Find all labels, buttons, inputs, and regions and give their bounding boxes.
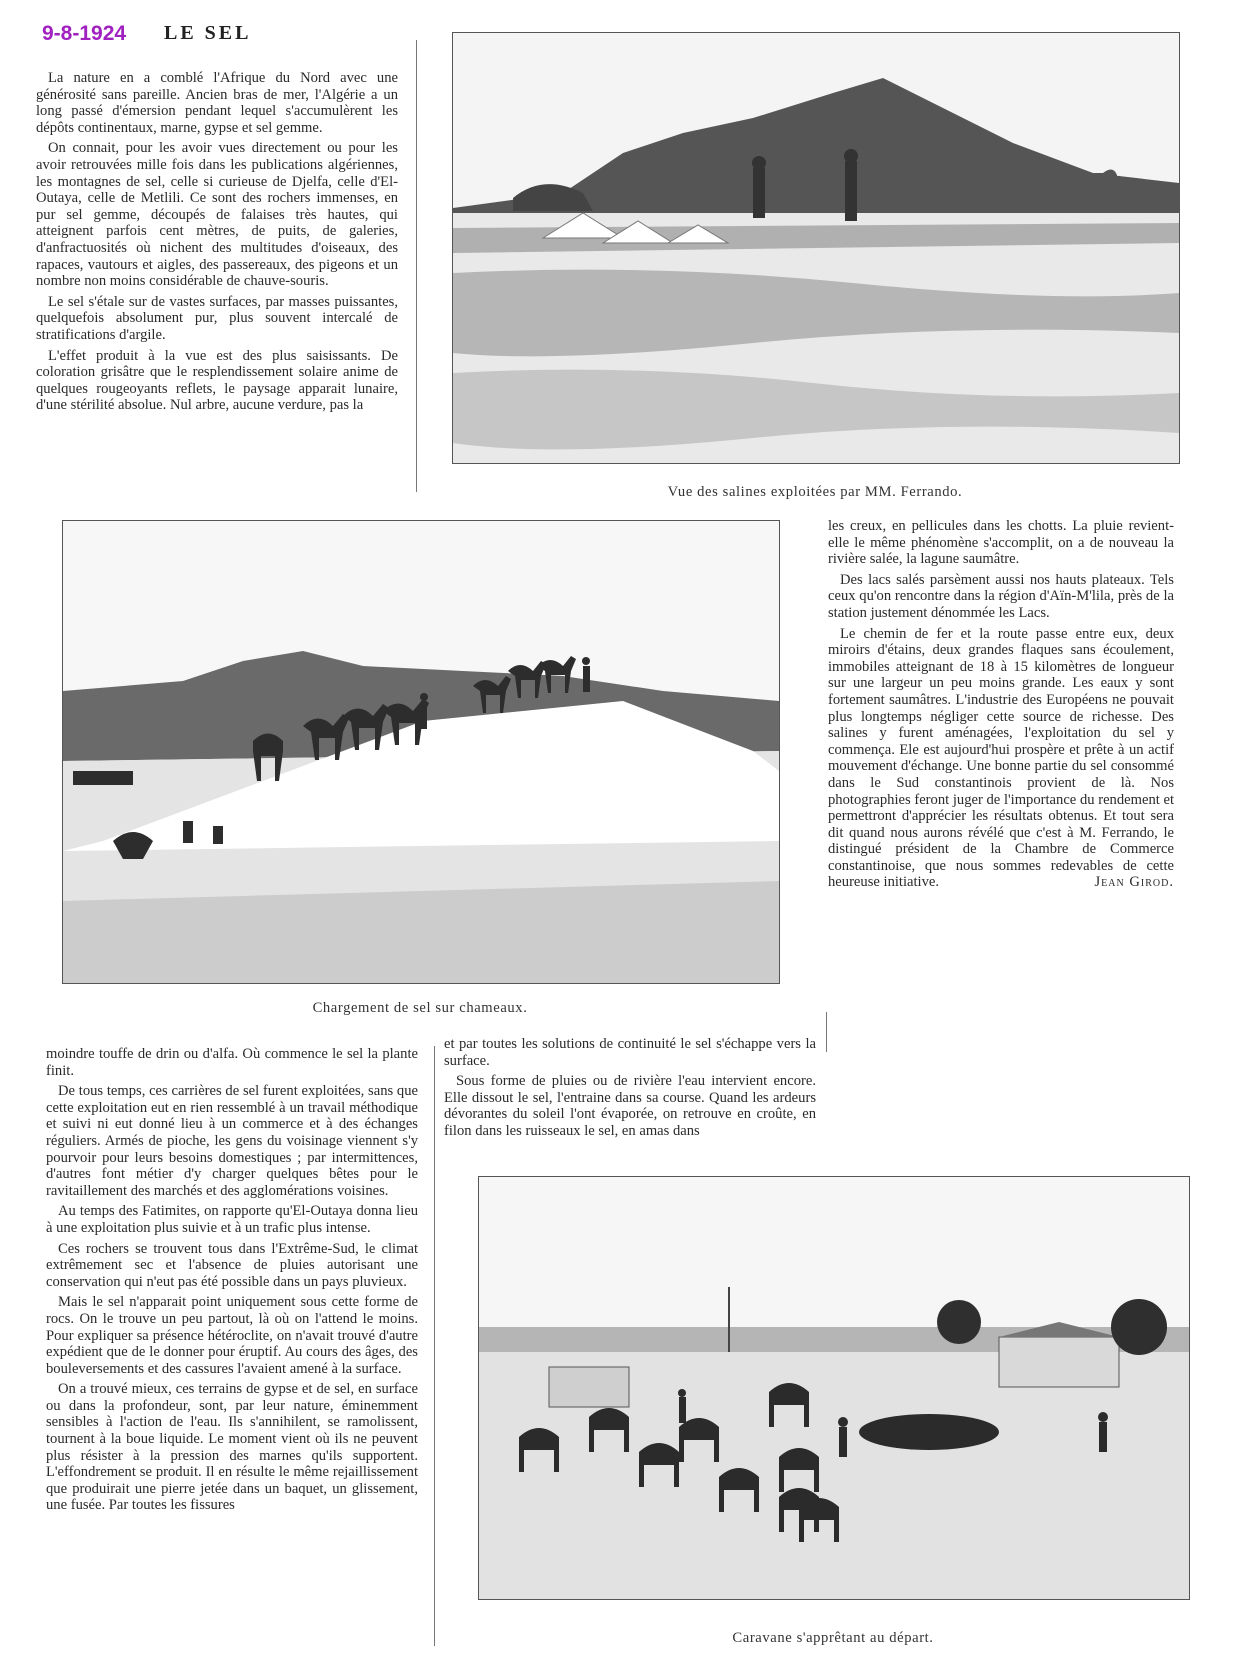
paragraph: Sous forme de pluies ou de rivière l'eau intervient encore. Elle dissout le sel, l'entraine dans sa course. Quand les ardeurs dévorantes du soleil l'ont évaporée, on retrouve en croûte, en filon dans les ruisseaux le sel, en amas dans — [444, 1073, 816, 1139]
paragraph: Mais le sel n'apparait point uniquement sous cette forme de rocs. On le trouve un peu partout, là où on l'attend le moins. Pour expliquer sa présence hétéroclite, on n'avait trouvé d'autre expédient que de le donner pour éruptif. Au cours des âges, des bouleversements et des cassures l'avaient amené à la surface. — [46, 1294, 418, 1377]
paragraph: De tous temps, ces carrières de sel furent exploitées, sans que cette exploitation eut en rien ressemblé à un travail méthodique et suivi ni eut donné lieu à un commerce et à des échanges réguliers. Armés de pioche, les gens du voisinage viennent s'y pourvoir pour leurs besoins domestiques ; par intermittences, d'autres font métier d'y charger quelques bêtes pour le ravitaillement des marchés et des agglomérations voisines. — [46, 1083, 418, 1199]
paragraph: Le sel s'étale sur de vastes surfaces, par masses puissantes, quelquefois absolument pur, plus souvent intercalé de stratifications d'argile. — [36, 293, 398, 343]
article-column-lower-left — [46, 1046, 418, 1518]
column-divider — [434, 1046, 435, 1646]
photo-caption-middle: Chargement de sel sur chameaux. — [312, 1000, 528, 1016]
paragraph: On connait, pour les avoir vues directement ou pour les avoir retrouvées mille fois dans les publications algériennes, les montagnes de sel, celle si curieuse de Djelfa, celle d'El-Outaya, celle de Metlili. Ce sont des rochers immenses, en pur sel gemme, découpés de falaises très hautes, qui atteignent parfois cent mètres, de puits, de galeries, d'anfractuosités où nichent des multitudes d'oiseaux, des rapaces, vautours et aigles, des passereaux, des pigeons et un nombre non moins considérable de chauve-souris. — [36, 140, 398, 290]
author-signature: Jean Girod. — [1094, 874, 1174, 891]
photo-caption-bottom: Caravane s'apprêtant au départ. — [732, 1630, 934, 1646]
paragraph: Des lacs salés parsèment aussi nos hauts plateaux. Tels ceux qu'on rencontre dans la région d'Aïn-M'lila, près de la station justement dénommée les Lacs. — [828, 571, 1174, 621]
paragraph: On a trouvé mieux, ces terrains de gypse et de sel, en surface ou dans la profondeur, sont, par leur nature, éminemment sensibles à l'action de l'eau. Ils s'annihilent, se ramolissent, tournent à la boue liquide. Le moment vient où ils ne peuvent plus résister à la pression des marnes qu'ils supportent. L'effondrement se produit. Il en résulte le même rejaillissement que produirait une pierre jetée dans un baquet, un glissement, une fusée. Par toutes les fissures — [46, 1381, 418, 1514]
article-title: LE SEL — [164, 22, 252, 44]
salines-photo — [452, 32, 1180, 464]
paragraph: Ces rochers se trouvent tous dans l'Extrême-Sud, le climat extrêmement sec et l'absence de pluies autorisant une conservation qui n'eut pas été possible dans un pays pluvieux. — [46, 1240, 418, 1290]
photo-caption-top: Vue des salines exploitées par MM. Ferrando. — [667, 484, 963, 500]
camels-loading-image — [63, 521, 779, 983]
paragraph: L'effet produit à la vue est des plus saisissants. De coloration grisâtre que le resplendissement solaire anime de quelques rougeoyants reflets, le paysage apparait lunaire, d'une stérilité absolue. Nul arbre, aucune verdure, pas la — [36, 347, 398, 414]
paragraph — [828, 626, 1174, 892]
publication-date: 9-8-1924 — [42, 22, 127, 45]
camels-loading-photo — [62, 520, 780, 984]
column-divider — [416, 40, 417, 492]
article-column-right — [828, 518, 1174, 895]
paragraph: et par toutes les solutions de continuité le sel s'échappe vers la surface. — [444, 1036, 816, 1069]
paragraph: moindre touffe de drin ou d'alfa. Où commence le sel la plante finit. — [46, 1046, 418, 1079]
column-divider — [826, 1012, 827, 1052]
article-column-1 — [36, 70, 398, 418]
caravan-photo — [478, 1176, 1190, 1600]
paragraph: les creux, en pellicules dans les chotts. La pluie revient-elle le même phénomène s'accomplit, on a de nouveau la rivière salée, la lagune saumâtre. — [828, 518, 1174, 568]
paragraph: La nature en a comblé l'Afrique du Nord avec une générosité sans pareille. Ancien bras de mer, l'Algérie a un long passé d'émersion pendant lequel s'accumulèrent les dépôts continentaux, marne, gypse et sel gemme. — [36, 70, 398, 136]
article-column-lower-mid — [444, 1036, 816, 1144]
paragraph-text: Le chemin de fer et la route passe entre eux, deux miroirs d'étains, deux grandes flaques sans écoulement, immobiles atteignant de 18 à 15 kilomètres de longueur sur une largeur un peu moins grande. Les eaux y sont fortement saumâtres. L'industrie des Européens ne pouvait plus longtemps négliger cette source de richesse. Des salines y furent aménagées, l'exploitation du sel y commença. Ele est aujourd'hui prospère et prête à un actif mouvement d'échange. Une bonne partie du sel consommé dans le Sud constantinois provient de là. Nos photographies feront juger de l'importance du rendement et permettront d'apprécier les résultats obtenus. Et tout sera dit quand nous aurons révélé que c'est à M. Ferrando, le distingué président de la Chambre de Commerce constantinoise, que nous sommes redevables de cette heureuse initiative. — [828, 625, 1174, 891]
paragraph: Au temps des Fatimites, on rapporte qu'El-Outaya donna lieu à une exploitation plus suivie et à un trafic plus intense. — [46, 1203, 418, 1236]
caravan-image — [479, 1177, 1189, 1599]
salines-landscape-image — [453, 33, 1179, 463]
